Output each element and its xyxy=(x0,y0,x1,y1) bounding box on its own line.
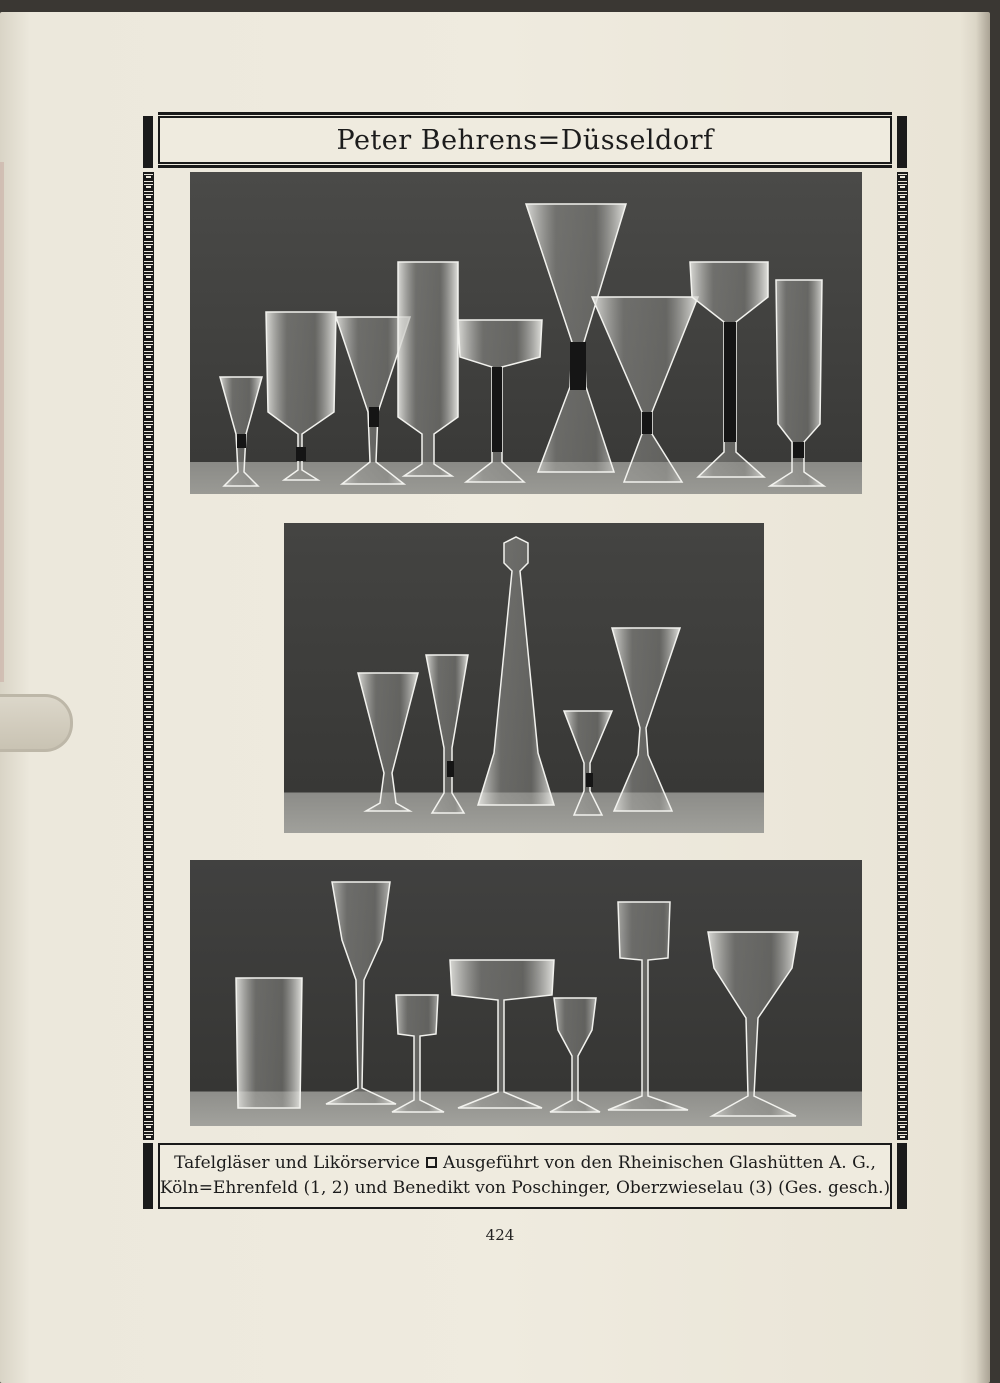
caption-maker: Ausgeführt von den Rheinischen Glashütten A. G., xyxy=(442,1153,876,1173)
title-underline xyxy=(158,165,892,168)
frame-right-bar xyxy=(897,116,907,168)
caption-box xyxy=(158,1143,892,1209)
photo-liqueur-service-2 xyxy=(284,523,764,833)
binding-clip xyxy=(0,694,73,752)
right-border-chain xyxy=(897,172,908,1140)
left-border-chain xyxy=(143,172,154,1140)
caption-line-2: Köln=Ehrenfeld (1, 2) und Benedikt von Poschinger, Oberzwieselau (3) (Ges. gesch.) xyxy=(159,1178,891,1198)
caption-right-bar xyxy=(897,1143,907,1209)
caption-title: Tafelgläser und Likörservice xyxy=(174,1153,420,1173)
page-edge xyxy=(0,162,4,682)
page-number: 424 xyxy=(485,1226,515,1244)
photo-tableware-1 xyxy=(190,172,862,494)
frame-left-bar xyxy=(143,116,153,168)
title-box xyxy=(158,116,892,164)
caption-left-bar xyxy=(143,1143,153,1209)
page-title: Peter Behrens=Düsseldorf xyxy=(336,124,714,156)
caption-line-1 xyxy=(174,1151,876,1176)
title-overline xyxy=(158,112,892,115)
photo-glassware-3 xyxy=(190,860,862,1126)
square-ornament-icon xyxy=(426,1157,437,1168)
